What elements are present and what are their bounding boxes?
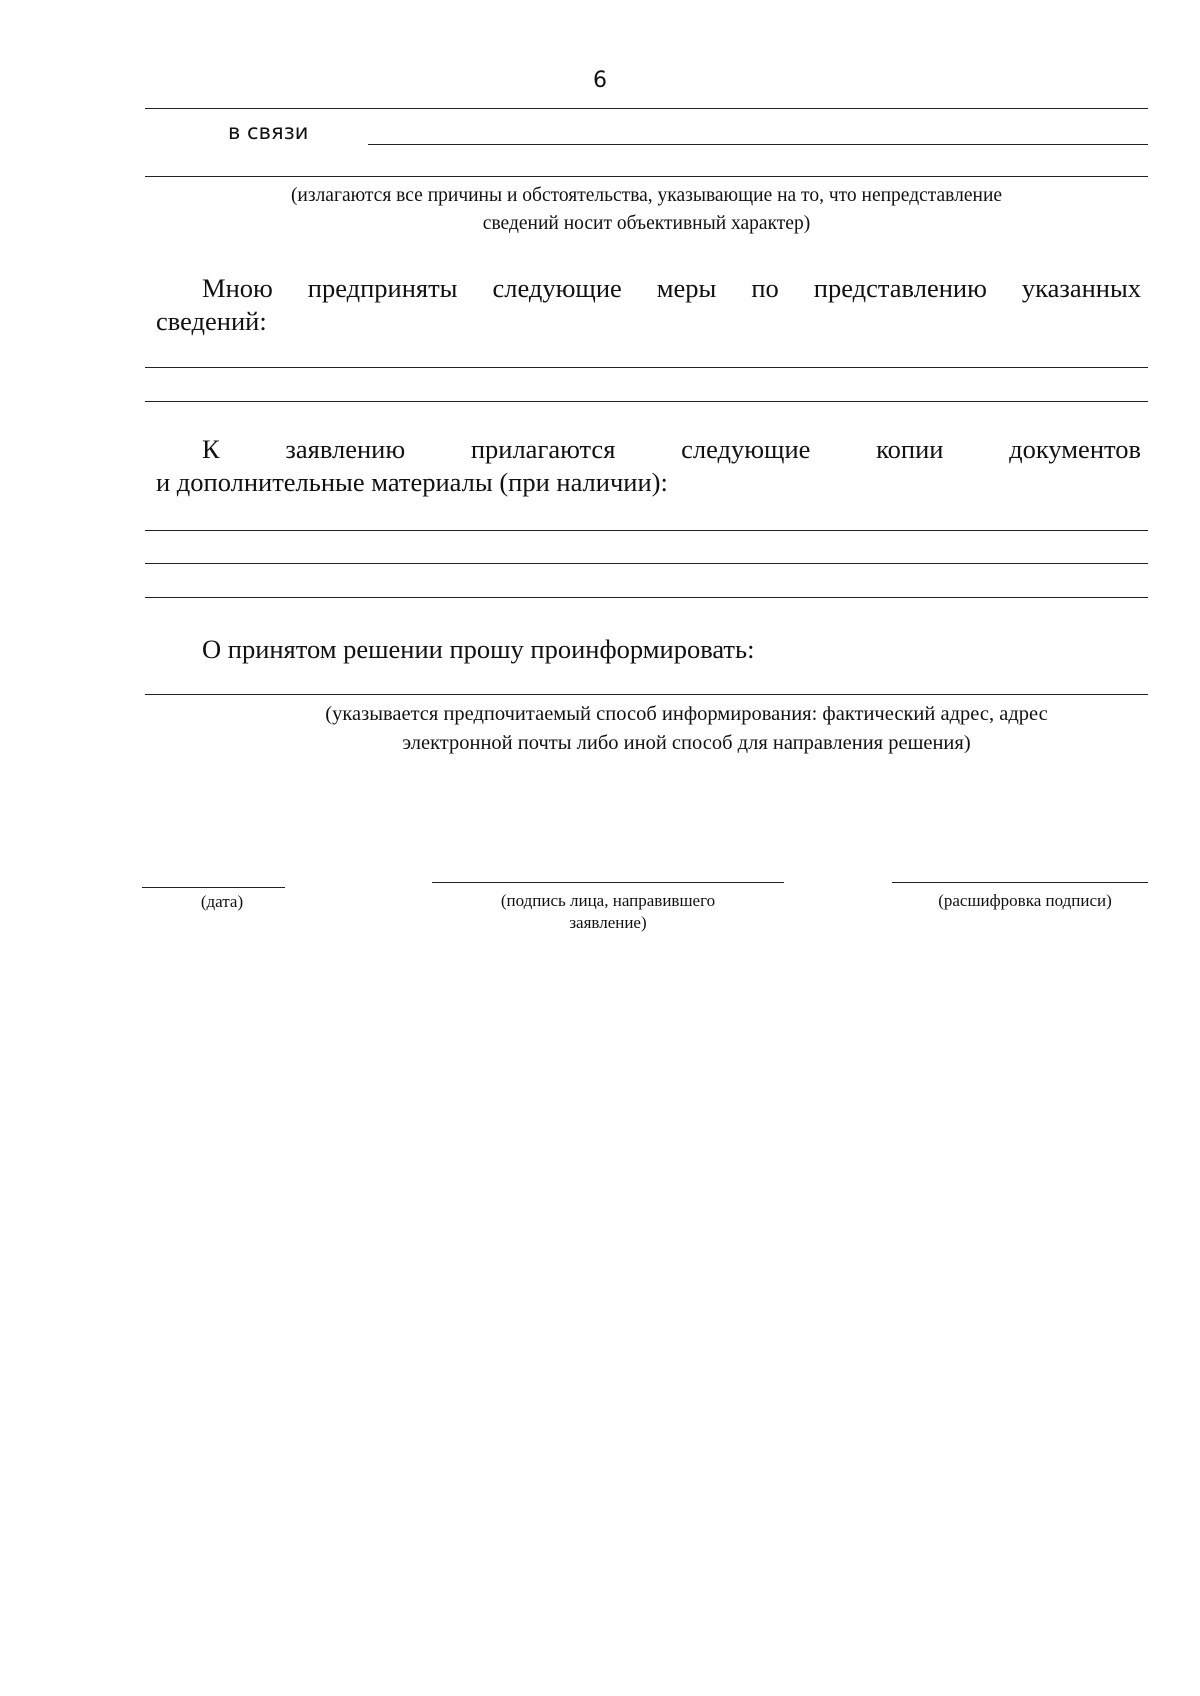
reason-hint-line-1: (излагаются все причины и обстоятельства, указывающие на то, что непредставление bbox=[290, 185, 1003, 206]
reason-hint-line-2: сведений носит объективный характер) bbox=[482, 213, 811, 234]
signature-caption bbox=[432, 890, 784, 934]
measures-line-2: сведений: bbox=[156, 306, 267, 336]
reason-label: в связи bbox=[228, 120, 309, 144]
inform-fill-line[interactable] bbox=[145, 694, 1148, 695]
page-number: 6 bbox=[593, 68, 607, 93]
signature-line[interactable] bbox=[432, 882, 784, 883]
attachments-paragraph bbox=[156, 433, 1141, 499]
signature-caption-line-2: заявление) bbox=[569, 913, 647, 932]
attachments-line-1: К заявлению прилагаются следующие копии документов bbox=[202, 434, 1141, 464]
inform-text: О принятом решении прошу проинформировать: bbox=[202, 634, 755, 664]
attachments-fill-line-3[interactable] bbox=[145, 597, 1148, 598]
measures-fill-line-2[interactable] bbox=[145, 401, 1148, 402]
decoding-caption: (расшифровка подписи) bbox=[938, 891, 1112, 910]
measures-paragraph bbox=[156, 272, 1141, 338]
inform-hint-line-2: электронной почты либо иной способ для направления решения) bbox=[402, 732, 971, 754]
inform-paragraph bbox=[156, 633, 1141, 666]
inform-hint-line-1: (указывается предпочитаемый способ информирования: фактический адрес, адрес bbox=[325, 703, 1048, 725]
date-line[interactable] bbox=[142, 887, 285, 888]
date-caption: (дата) bbox=[200, 892, 244, 911]
signature-caption-line-1: (подпись лица, направившего bbox=[500, 891, 716, 910]
inform-hint bbox=[185, 700, 1188, 758]
measures-line-1: Мною предприняты следующие меры по представлению указанных bbox=[202, 273, 1141, 303]
attachments-fill-line-1[interactable] bbox=[145, 530, 1148, 531]
top-rule bbox=[145, 108, 1148, 109]
attachments-line-2: и дополнительные материалы (при наличии): bbox=[156, 467, 668, 497]
attachments-fill-line-2[interactable] bbox=[145, 563, 1148, 564]
reason-fill-line-2[interactable] bbox=[145, 176, 1148, 177]
reason-hint bbox=[145, 182, 1148, 238]
decoding-line[interactable] bbox=[892, 882, 1148, 883]
reason-fill-line[interactable] bbox=[368, 144, 1148, 145]
measures-fill-line-1[interactable] bbox=[145, 367, 1148, 368]
